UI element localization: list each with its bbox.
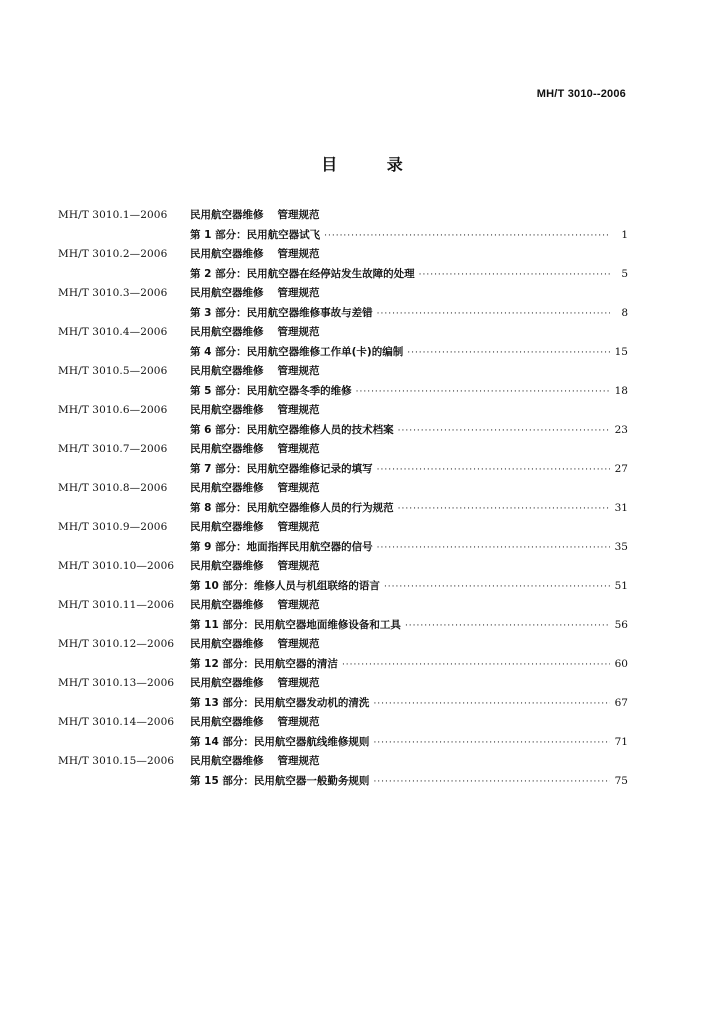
toc-entry-part-line [58, 500, 628, 520]
part-title: 第 9 部分：地面指挥民用航空器的信号 [190, 540, 373, 553]
standard-code: MH/T 3010.15—2006 [58, 755, 175, 767]
dot-leader [324, 230, 610, 242]
page-number: 27 [614, 462, 628, 475]
document-code-header: MH/T 3010--2006 [536, 88, 626, 100]
toc-entry-standard-line [58, 402, 628, 422]
series-title [190, 441, 320, 456]
series-title [190, 753, 320, 768]
dot-leader [419, 269, 610, 281]
standard-code: MH/T 3010.5—2006 [58, 365, 168, 377]
part-title: 第 8 部分：民用航空器维修人员的行为规范 [190, 501, 394, 514]
toc-entry [58, 597, 628, 636]
series-title-sub: 管理规范 [277, 716, 320, 728]
part-title: 第 7 部分：民用航空器维修记录的填写 [190, 462, 373, 475]
toc-entry-part-line [58, 539, 628, 559]
page-number: 15 [614, 345, 628, 358]
series-title-main: 民用航空器维修 [190, 404, 264, 416]
series-title [190, 558, 320, 573]
series-title-sub: 管理规范 [277, 209, 320, 221]
toc-entry-part-line [58, 266, 628, 286]
series-title-sub: 管理规范 [277, 521, 320, 533]
toc-entry [58, 363, 628, 402]
page-number: 8 [621, 306, 628, 319]
page-number: 5 [621, 267, 628, 280]
part-title: 第 1 部分：民用航空器试飞 [190, 228, 321, 241]
part-title: 第 6 部分：民用航空器维修人员的技术档案 [190, 423, 394, 436]
toc-entry-standard-line [58, 675, 628, 695]
dot-leader [384, 581, 610, 593]
toc-entry [58, 558, 628, 597]
series-title [190, 207, 320, 222]
part-title: 第 5 部分：民用航空器冬季的维修 [190, 384, 352, 397]
toc-entry [58, 675, 628, 714]
toc-entry-part-line [58, 656, 628, 676]
series-title-sub: 管理规范 [277, 248, 320, 260]
dot-leader [356, 386, 610, 398]
toc-entry [58, 324, 628, 363]
standard-code: MH/T 3010.3—2006 [58, 287, 168, 299]
series-title-main: 民用航空器维修 [190, 716, 264, 728]
toc-entry [58, 402, 628, 441]
series-title-main: 民用航空器维修 [190, 521, 264, 533]
standard-code: MH/T 3010.12—2006 [58, 638, 175, 650]
dot-leader [377, 464, 610, 476]
series-title-main: 民用航空器维修 [190, 677, 264, 689]
page-number: 35 [614, 540, 628, 553]
toc-entry-standard-line [58, 597, 628, 617]
toc-entry-standard-line [58, 753, 628, 773]
page-number: 71 [614, 735, 628, 748]
page-number: 51 [614, 579, 628, 592]
toc-entry-standard-line [58, 636, 628, 656]
standard-code: MH/T 3010.11—2006 [58, 599, 175, 611]
toc-entry-standard-line [58, 441, 628, 461]
standard-code: MH/T 3010.7—2006 [58, 443, 168, 455]
standard-code: MH/T 3010.8—2006 [58, 482, 168, 494]
series-title-sub: 管理规范 [277, 287, 320, 299]
series-title-sub: 管理规范 [277, 404, 320, 416]
dot-leader [377, 542, 610, 554]
series-title [190, 480, 320, 495]
toc-entry-part-line [58, 305, 628, 325]
series-title-main: 民用航空器维修 [190, 326, 264, 338]
part-title: 第 15 部分：民用航空器一般勤务规则 [190, 774, 370, 787]
toc-entry-standard-line [58, 480, 628, 500]
dot-leader [398, 425, 610, 437]
part-title: 第 13 部分：民用航空器发动机的清洗 [190, 696, 370, 709]
series-title-main: 民用航空器维修 [190, 248, 264, 260]
dot-leader [407, 347, 610, 359]
series-title-main: 民用航空器维修 [190, 599, 264, 611]
toc-entry-standard-line [58, 558, 628, 578]
series-title-main: 民用航空器维修 [190, 365, 264, 377]
toc-entry-part-line [58, 695, 628, 715]
series-title-main: 民用航空器维修 [190, 755, 264, 767]
series-title-main: 民用航空器维修 [190, 638, 264, 650]
dot-leader [373, 698, 610, 710]
series-title-main: 民用航空器维修 [190, 482, 264, 494]
toc-title: 目 录 [321, 155, 425, 174]
toc-entry-standard-line [58, 207, 628, 227]
series-title-sub: 管理规范 [277, 365, 320, 377]
series-title-main: 民用航空器维修 [190, 287, 264, 299]
page-number: 56 [614, 618, 628, 631]
series-title [190, 519, 320, 534]
dot-leader [342, 659, 610, 671]
page-number: 1 [621, 228, 628, 241]
series-title [190, 675, 320, 690]
page-number: 18 [614, 384, 628, 397]
series-title-sub: 管理规范 [277, 677, 320, 689]
toc-entry-standard-line [58, 519, 628, 539]
standard-code: MH/T 3010.10—2006 [58, 560, 175, 572]
standard-code: MH/T 3010.13—2006 [58, 677, 175, 689]
series-title-sub: 管理规范 [277, 443, 320, 455]
standard-code: MH/T 3010.1—2006 [58, 209, 168, 221]
standard-code: MH/T 3010.6—2006 [58, 404, 168, 416]
part-title: 第 2 部分：民用航空器在经停站发生故障的处理 [190, 267, 415, 280]
series-title-main: 民用航空器维修 [190, 560, 264, 572]
series-title-main: 民用航空器维修 [190, 443, 264, 455]
toc-entry [58, 285, 628, 324]
toc-entry [58, 207, 628, 246]
series-title-sub: 管理规范 [277, 755, 320, 767]
standard-code: MH/T 3010.4—2006 [58, 326, 168, 338]
series-title-sub: 管理规范 [277, 638, 320, 650]
toc-entry [58, 246, 628, 285]
page-number: 75 [614, 774, 628, 787]
standard-code: MH/T 3010.14—2006 [58, 716, 175, 728]
page-number: 67 [614, 696, 628, 709]
series-title [190, 363, 320, 378]
toc-entry [58, 714, 628, 753]
table-of-contents [58, 207, 628, 792]
toc-entry [58, 636, 628, 675]
series-title [190, 402, 320, 417]
dot-leader [405, 620, 610, 632]
toc-entry [58, 753, 628, 792]
toc-entry-part-line [58, 461, 628, 481]
toc-entry-standard-line [58, 324, 628, 344]
series-title [190, 636, 320, 651]
toc-entry-part-line [58, 344, 628, 364]
series-title [190, 324, 320, 339]
part-title: 第 12 部分：民用航空器的清洁 [190, 657, 338, 670]
dot-leader [373, 737, 610, 749]
toc-entry [58, 441, 628, 480]
dot-leader [373, 776, 610, 788]
part-title: 第 10 部分：维修人员与机组联络的语言 [190, 579, 380, 592]
toc-entry [58, 519, 628, 558]
dot-leader [398, 503, 610, 515]
toc-entry-standard-line [58, 246, 628, 266]
toc-entry [58, 480, 628, 519]
toc-entry-part-line [58, 578, 628, 598]
part-title: 第 4 部分：民用航空器维修工作单(卡)的编制 [190, 345, 404, 358]
page-number: 60 [614, 657, 628, 670]
toc-entry-standard-line [58, 714, 628, 734]
part-title: 第 3 部分：民用航空器维修事故与差错 [190, 306, 373, 319]
series-title-main: 民用航空器维修 [190, 209, 264, 221]
series-title-sub: 管理规范 [277, 482, 320, 494]
toc-entry-part-line [58, 734, 628, 754]
series-title-sub: 管理规范 [277, 560, 320, 572]
toc-entry-standard-line [58, 363, 628, 383]
toc-entry-part-line [58, 227, 628, 247]
toc-entry-standard-line [58, 285, 628, 305]
series-title [190, 285, 320, 300]
series-title [190, 597, 320, 612]
dot-leader [377, 308, 610, 320]
page-number: 31 [614, 501, 628, 514]
toc-entry-part-line [58, 383, 628, 403]
series-title [190, 246, 320, 261]
standard-code: MH/T 3010.2—2006 [58, 248, 168, 260]
series-title-sub: 管理规范 [277, 599, 320, 611]
series-title-sub: 管理规范 [277, 326, 320, 338]
toc-entry-part-line [58, 422, 628, 442]
standard-code: MH/T 3010.9—2006 [58, 521, 168, 533]
part-title: 第 14 部分：民用航空器航线维修规则 [190, 735, 370, 748]
toc-entry-part-line [58, 617, 628, 637]
series-title [190, 714, 320, 729]
toc-entry-part-line [58, 773, 628, 793]
page-number: 23 [614, 423, 628, 436]
part-title: 第 11 部分：民用航空器地面维修设备和工具 [190, 618, 401, 631]
